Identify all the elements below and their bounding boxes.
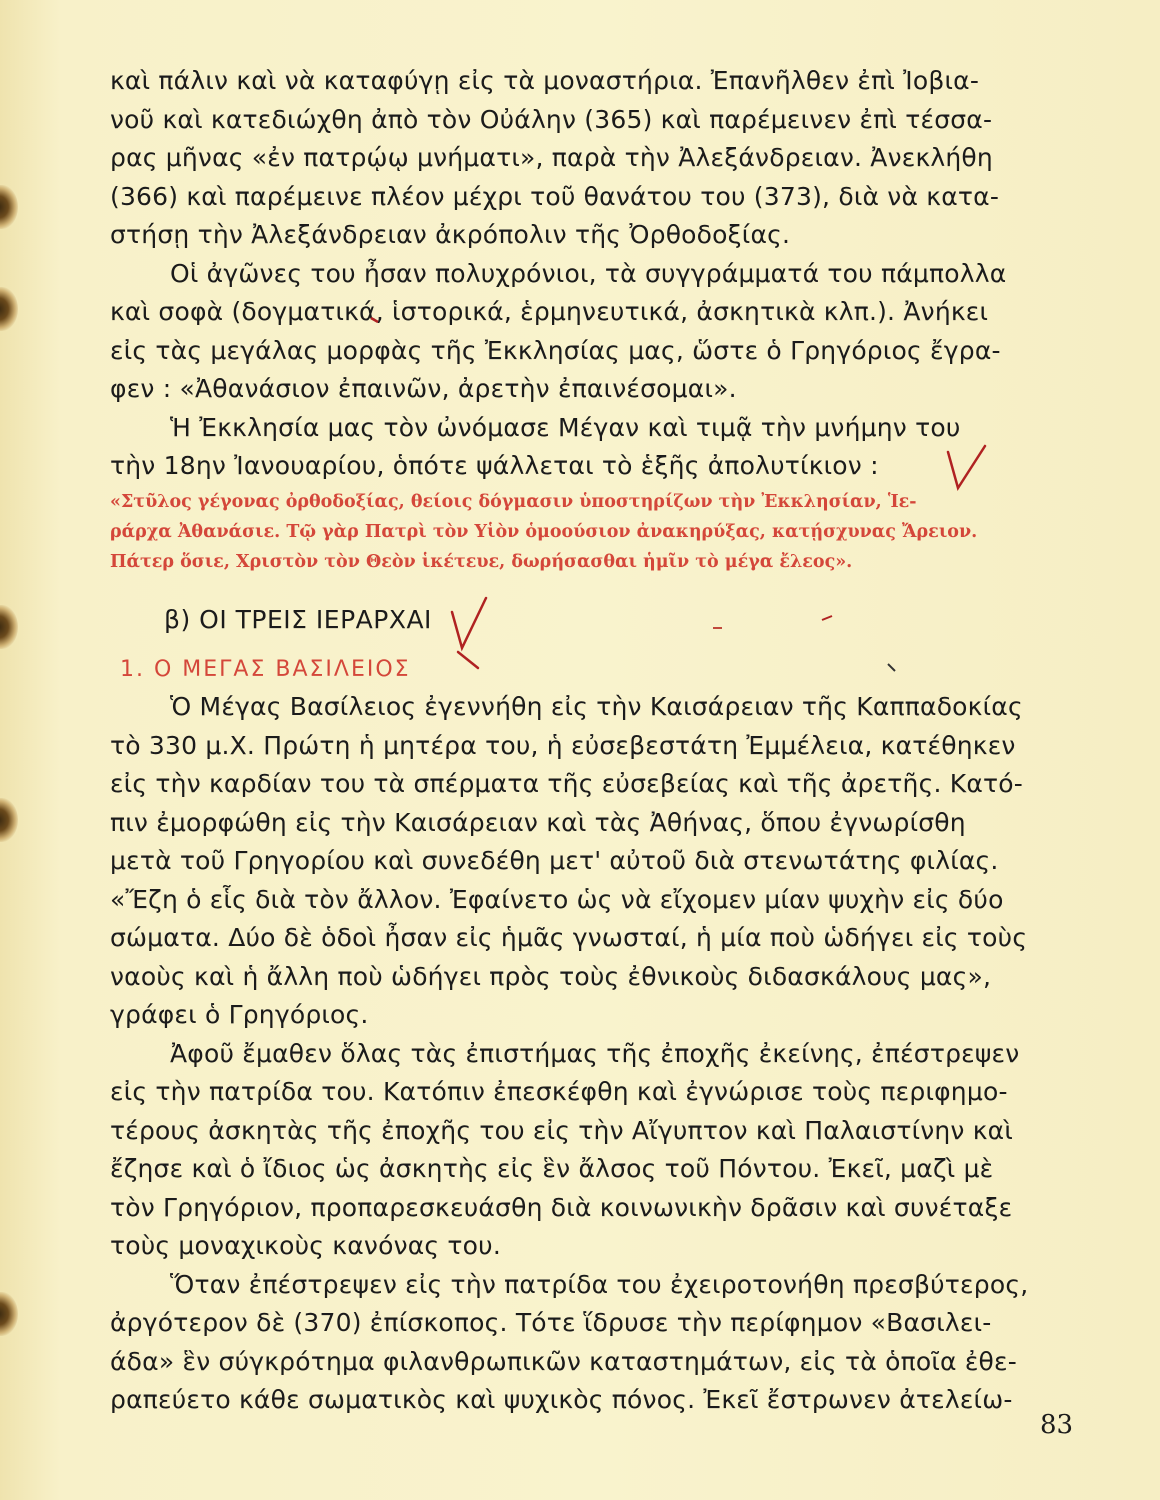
text-line: ραπεύετο κάθε σωματικὸς καὶ ψυχικὸς πόνος. Ἐκεῖ ἔστρωνεν ἀτελείω- <box>110 1385 1013 1414</box>
text-line: τοὺς μοναχικοὺς κανόνας του. <box>110 1231 501 1260</box>
binding-hole <box>0 287 18 331</box>
text-line: στήσῃ τὴν Ἀλεξάνδρειαν ἀκρόπολιν τῆς Ὀρθοδοξίας. <box>110 220 791 249</box>
paragraph-athanasius-exile <box>110 62 1080 255</box>
text-line: (366) καὶ παρέμεινε πλέον μέχρι τοῦ θανάτου του (373), διὰ νὰ κατα- <box>110 181 1000 211</box>
text-line: Ἡ Ἐκκλησία μας τὸν ὠνόμασε Μέγαν καὶ τιμᾷ τὴν μνήμην του <box>170 412 961 442</box>
body-text-bottom <box>110 688 1080 1420</box>
binding-hole <box>0 605 18 649</box>
text-line: εἰς τὴν καρδίαν του τὰ σπέρματα τῆς εὐσεβείας καὶ τῆς ἀρετῆς. Κατό- <box>110 769 1023 798</box>
binding-hole <box>0 1292 18 1336</box>
text-line: τέρους ἀσκητὰς τῆς ἐποχῆς του εἰς τὴν Αἴγυπτον καὶ Παλαιστίνην καὶ <box>110 1115 1014 1145</box>
paragraph-athanasius-feast <box>110 409 1080 486</box>
hymn-line: Πάτερ ὅσιε, Χριστὸν τὸν Θεὸν ἱκέτευε, δωρήσασθαι ἡμῖν τὸ μέγα ἔλεος». <box>110 552 853 572</box>
text-line: ἀργότερον δὲ (370) ἐπίσκοπος. Τότε ἵδρυσε τὴν περίφημον «Βασιλει- <box>110 1308 992 1337</box>
text-line: πιν ἐμορφώθη εἰς τὴν Καισάρειαν καὶ τὰς Ἀθήνας, ὅπου ἐγνωρίσθη <box>110 807 966 837</box>
page-number: 83 <box>1040 1410 1074 1440</box>
section-heading-three-hierarchs: β) ΟΙ ΤΡΕΙΣ ΙΕΡΑΡΧΑΙ <box>164 605 432 634</box>
text-line: γράφει ὁ Γρηγόριος. <box>110 1000 369 1029</box>
text-line: εἰς τὴν πατρίδα του. Κατόπιν ἐπεσκέφθη καὶ ἐγνώρισε τοὺς περιφημο- <box>110 1077 1008 1106</box>
checkmark-icon <box>452 598 486 648</box>
subsection-heading-basil: 1. Ο ΜΕΓΑΣ ΒΑΣΙΛΕΙΟΣ <box>120 657 411 682</box>
paragraph-athanasius-works <box>110 255 1080 409</box>
text-line: Ἀφοῦ ἔμαθεν ὅλας τὰς ἐπιστήμας τῆς ἐποχῆς ἐκείνης, ἐπέστρεψεν <box>170 1038 1020 1068</box>
text-line: νοῦ καὶ κατεδιώχθη ἀπὸ τὸν Οὐάλην (365) καὶ παρέμεινεν ἐπὶ τέσσα- <box>110 104 993 134</box>
text-line: άδα» ἓν σύγκρότημα φιλανθρωπικῶν καταστημάτων, εἰς τὰ ὁποῖα ἐθε- <box>110 1346 1017 1376</box>
text-line: τὸν Γρηγόριον, προπαρεσκευάσθη διὰ κοινωνικὴν δρᾶσιν καὶ συνέταξε <box>110 1192 1013 1222</box>
text-line: «Ἔζη ὁ εἷς διὰ τὸν ἄλλον. Ἐφαίνετο ὡς νὰ εἴχομεν μίαν ψυχὴν εἰς δύο <box>110 884 1004 914</box>
text-line: σώματα. Δύο δὲ ὁδοὶ ἦσαν εἰς ἡμᾶς γνωσταί, ἡ μία ποὺ ὡδήγει εἰς τοὺς <box>110 923 1028 952</box>
text-line: ρας μῆνας «ἐν πατρῴῳ μνήματι», παρὰ τὴν Ἀλεξάνδρειαν. Ἀνεκλήθη <box>110 143 993 172</box>
text-line: τὸ 330 μ.Χ. Πρώτη ἡ μητέρα του, ἡ εὐσεβεστάτη Ἐμμέλεια, κατέθηκεν <box>110 730 1016 760</box>
body-text-top <box>110 62 1080 486</box>
paragraph-basil-education <box>110 1035 1080 1266</box>
hymn-line: ράρχα Ἀθανάσιε. Τῷ γὰρ Πατρὶ τὸν Υἱὸν ὁμοούσιον ἀνακηρύξας, κατῄσχυνας Ἄρειον. <box>110 522 978 542</box>
text-line: ναοὺς καὶ ἡ ἄλλη ποὺ ὡδήγει πρὸς τοὺς ἐθνικοὺς διδασκάλους μας», <box>110 961 992 991</box>
text-line: Ὁ Μέγας Βασίλειος ἐγεννήθη εἰς τὴν Καισάρειαν τῆς Καππαδοκίας <box>170 692 1023 721</box>
pen-stroke-icon <box>822 616 832 620</box>
text-line: Οἱ ἀγῶνες του ἦσαν πολυχρόνιοι, τὰ συγγράμματά του πάμπολλα <box>170 258 1007 288</box>
text-line: Ὅταν ἐπέστρεψεν εἰς τὴν πατρίδα του ἐχειροτονήθη πρεσβύτερος, <box>170 1269 1029 1299</box>
binding-hole <box>0 798 18 842</box>
pen-stroke-icon <box>888 664 895 671</box>
hymn-line: «Στῦλος γέγονας ὀρθοδοξίας, θείοις δόγμασιν ὑποστηρίζων τὴν Ἐκκλησίαν, Ἱε- <box>110 492 917 512</box>
text-line: φεν : «Ἀθανάσιον ἐπαινῶν, ἀρετὴν ἐπαινέσομαι». <box>110 374 737 403</box>
text-line: μετὰ τοῦ Γρηγορίου καὶ συνεδέθη μετ' αὐτοῦ διὰ στενωτάτης φιλίας. <box>110 846 999 875</box>
text-line: καὶ σοφὰ (δογματικά, ἱστορικά, ἑρμηνευτικά, ἀσκητικὰ κλπ.). Ἀνήκει <box>110 297 989 326</box>
apolytikion-hymn <box>110 487 1090 577</box>
paragraph-basil-birth <box>110 688 1080 1035</box>
text-line: καὶ πάλιν καὶ νὰ καταφύγῃ εἰς τὰ μοναστήρια. Ἐπανῆλθεν ἐπὶ Ἰοβια- <box>110 66 980 95</box>
paragraph-basil-bishop <box>110 1266 1080 1420</box>
text-line: ἔζησε καὶ ὁ ἴδιος ὡς ἀσκητὴς εἰς ἓν ἄλσος τοῦ Πόντου. Ἐκεῖ, μαζὶ μὲ <box>110 1154 994 1183</box>
text-line: τὴν 18ην Ἰανουαρίου, ὁπότε ψάλλεται τὸ ἑξῆς ἀπολυτίκιον : <box>110 451 879 480</box>
pen-stroke-icon <box>458 652 478 668</box>
binding-hole <box>0 185 18 229</box>
text-line: εἰς τὰς μεγάλας μορφὰς τῆς Ἐκκλησίας μας, ὥστε ὁ Γρηγόριος ἔγρα- <box>110 335 1001 365</box>
